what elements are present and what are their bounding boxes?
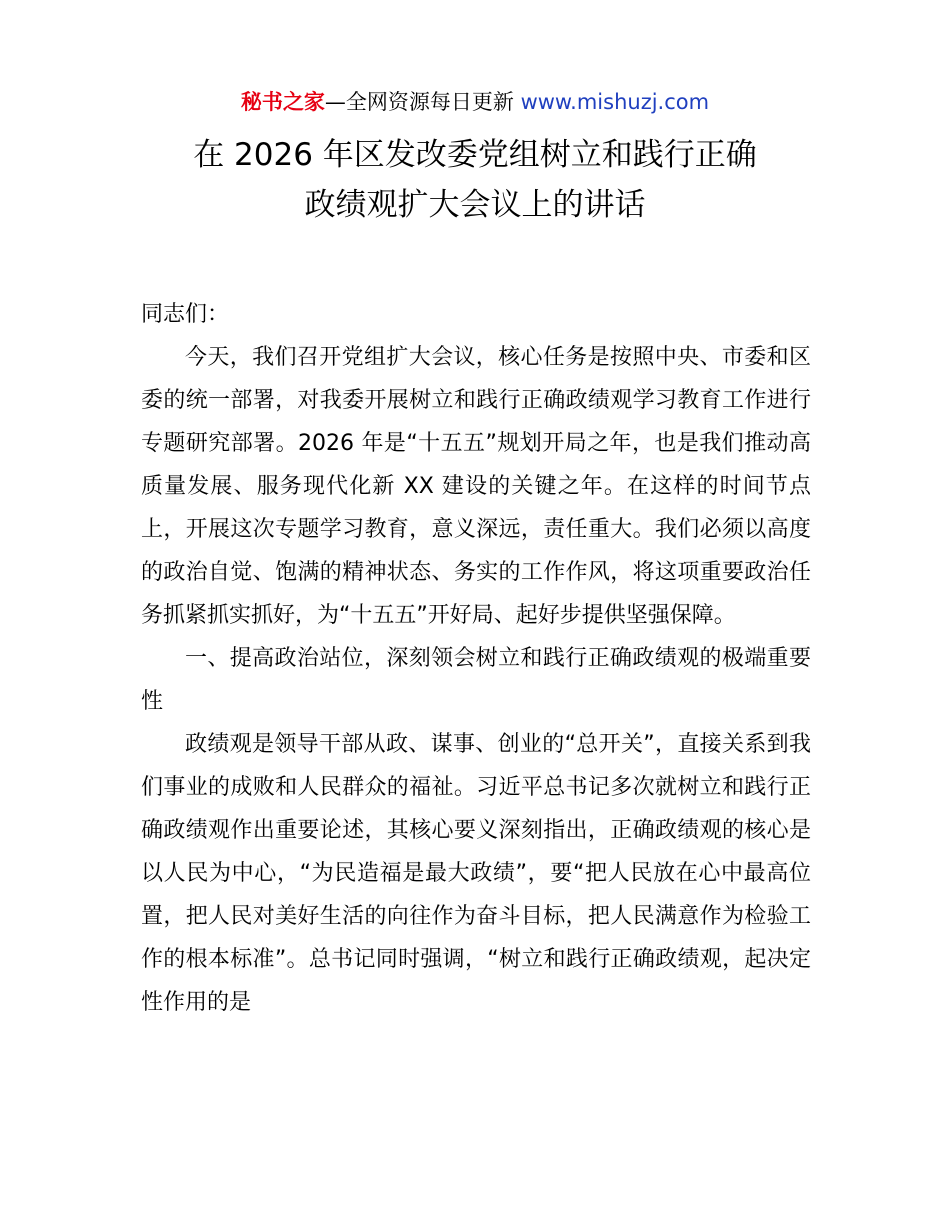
document-body [141,293,811,1024]
document-title [0,130,950,230]
paragraph-section-1: 政绩观是领导干部从政、谋事、创业的“总开关”，直接关系到我们事业的成败和人民群众的福祉。习近平总书记多次就树立和践行正确政绩观作出重要论述，其核心要义深刻指出，正确政绩观的核心是以人民为中心，“为民造福是最大政绩”，要“把人民放在心中最高位置，把人民对美好生活的向往作为奋斗目标，把人民满意作为检验工作的根本标准”。总书记同时强调，“树立和践行正确政绩观，起决定性作用的是 [141,732,811,1015]
section-heading-1: 一、提高政治站位，深刻领会树立和践行正确政绩观的极端重要性 [141,646,811,714]
title-line-1: 在 2026 年区发改委党组树立和践行正确 [193,137,757,173]
header-tagline: —全网资源每日更新 [324,90,521,114]
brand-name: 秘书之家 [240,90,325,114]
salutation: 同志们： [141,302,230,327]
site-header [0,86,950,118]
paragraph-intro: 今天，我们召开党组扩大会议，核心任务是按照中央、市委和区委的统一部署，对我委开展树立和践行正确政绩观学习教育工作进行专题研究部署。2026 年是“十五五”规划开局之年，也是我们推动高质量发展、服务现代化新 XX 建设的关键之年。在这样的时间节点上，开展这次专题学习教育，意义深远，责任重大。我们必须以高度的政治自觉、饱满的精神状态、务实的工作作风，将这项重要政治任务抓紧抓实抓好，为“十五五”开好局、起好步提供坚强保障。 [141,345,811,628]
title-line-2: 政绩观扩大会议上的讲话 [304,187,646,223]
site-url-link[interactable]: www.mishuzj.com [520,90,710,114]
